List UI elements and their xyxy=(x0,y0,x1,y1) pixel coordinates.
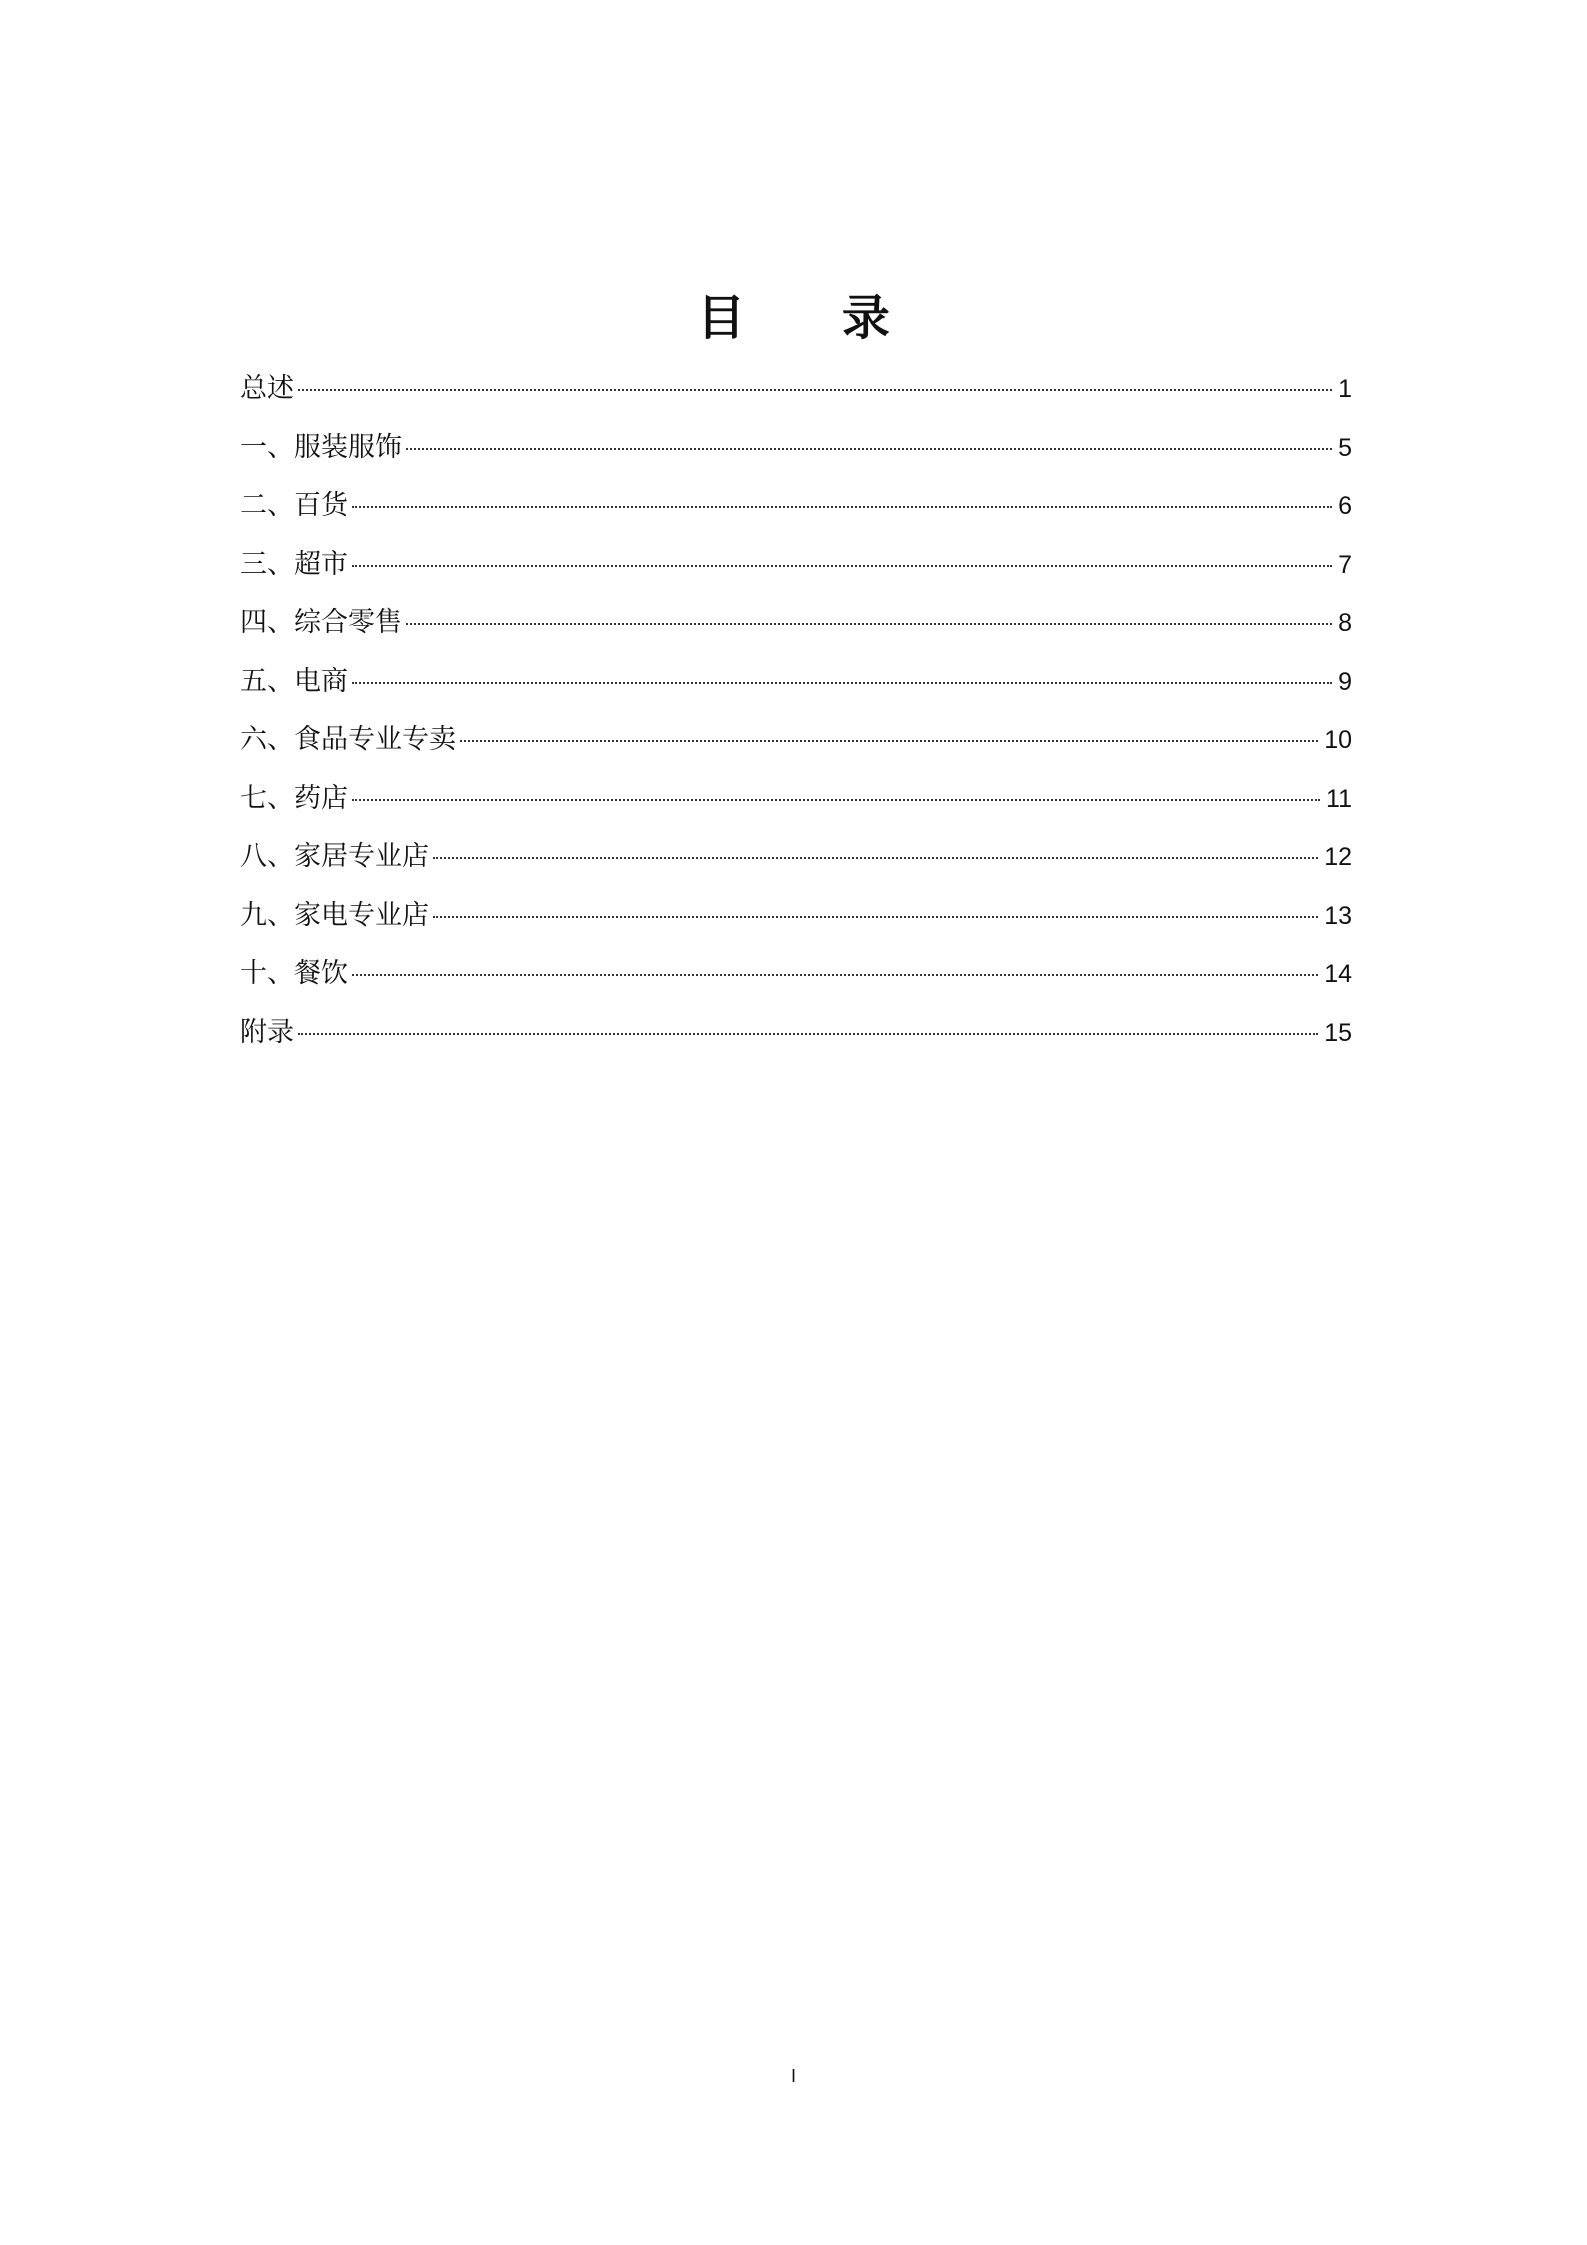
page-title: 目 录 xyxy=(697,290,930,346)
toc-entry-label: 二、百货 xyxy=(240,490,348,521)
toc-dot-leader xyxy=(433,857,1318,859)
toc-entry-catering[interactable] xyxy=(240,945,1352,1004)
toc-entry-ecommerce[interactable] xyxy=(240,653,1352,712)
table-of-contents xyxy=(240,360,1352,1062)
toc-entry-supermarket[interactable] xyxy=(240,536,1352,595)
toc-dot-leader xyxy=(352,506,1332,508)
toc-entry-label: 总述 xyxy=(240,373,294,404)
toc-entry-page-number: 5 xyxy=(1338,433,1352,462)
toc-entry-general-retail[interactable] xyxy=(240,594,1352,653)
toc-dot-leader xyxy=(352,799,1320,801)
toc-entry-page-number: 8 xyxy=(1338,609,1352,637)
toc-entry-label: 六、食品专业专卖 xyxy=(240,724,456,755)
toc-dot-leader xyxy=(352,974,1318,976)
toc-dot-leader xyxy=(406,623,1332,625)
toc-dot-leader xyxy=(406,448,1332,450)
toc-entry-apparel[interactable] xyxy=(240,419,1352,478)
toc-entry-label: 附录 xyxy=(240,1016,294,1048)
toc-entry-page-number: 13 xyxy=(1324,901,1352,930)
toc-dot-leader xyxy=(298,1033,1318,1035)
toc-entry-home-appliance[interactable] xyxy=(240,887,1352,946)
toc-entry-appendix[interactable] xyxy=(240,1004,1352,1063)
toc-entry-pharmacy[interactable] xyxy=(240,770,1352,829)
toc-entry-page-number: 12 xyxy=(1324,843,1352,871)
toc-dot-leader xyxy=(352,682,1332,684)
toc-entry-page-number: 15 xyxy=(1324,1018,1352,1047)
toc-entry-label: 八、家居专业店 xyxy=(240,841,429,872)
toc-entry-label: 七、药店 xyxy=(240,782,348,814)
toc-entry-overview[interactable] xyxy=(240,360,1352,419)
toc-entry-label: 九、家电专业店 xyxy=(240,899,429,931)
toc-entry-page-number: 10 xyxy=(1324,726,1352,754)
toc-entry-page-number: 7 xyxy=(1338,550,1352,579)
toc-dot-leader xyxy=(352,565,1332,567)
toc-entry-label: 五、电商 xyxy=(240,665,348,697)
toc-entry-page-number: 6 xyxy=(1338,492,1352,520)
toc-dot-leader xyxy=(433,916,1318,918)
toc-entry-page-number: 11 xyxy=(1326,784,1352,813)
toc-entry-label: 一、服装服饰 xyxy=(240,431,402,463)
toc-entry-label: 三、超市 xyxy=(240,548,348,580)
toc-entry-page-number: 14 xyxy=(1324,960,1352,988)
toc-entry-label: 十、餐饮 xyxy=(240,958,348,989)
toc-entry-food-specialty[interactable] xyxy=(240,711,1352,770)
toc-dot-leader xyxy=(460,740,1318,742)
toc-entry-label: 四、综合零售 xyxy=(240,607,402,638)
toc-entry-home-furnishing[interactable] xyxy=(240,828,1352,887)
toc-entry-department-store[interactable] xyxy=(240,477,1352,536)
toc-dot-leader xyxy=(298,389,1332,391)
toc-entry-page-number: 1 xyxy=(1338,375,1352,403)
toc-entry-page-number: 9 xyxy=(1338,667,1352,696)
page-footer-number: I xyxy=(790,2066,796,2086)
